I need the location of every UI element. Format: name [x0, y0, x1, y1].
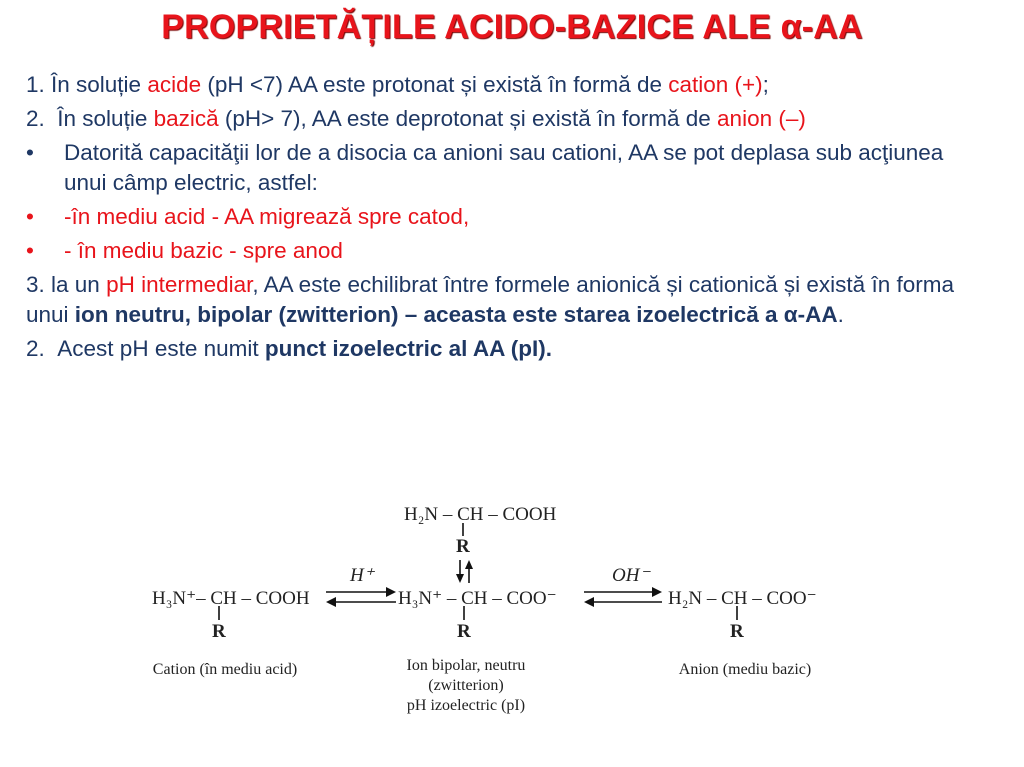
point-3: 3. la un pH intermediar, AA este echilibrat între formele anionică și cationică și există în forma unui ion neutru, bipolar (zwitterion) – aceasta este starea izoelectrică a α-AA.: [26, 272, 954, 327]
point-2: 2. În soluție bazică (pH> 7), AA este deprotonat și există în formă de anion (–): [26, 106, 806, 131]
anion-formula: H₂N – CH – COO⁻: [668, 588, 817, 609]
slide-body: [26, 70, 986, 368]
point-4: 2. Acest pH este numit punct izoelectric al AA (pI).: [26, 336, 552, 361]
cation-formula: H₃N⁺– CH – COOH: [152, 588, 310, 609]
equilibrium-scheme: [0, 490, 1024, 730]
neutral-r-group: R: [456, 536, 470, 557]
oh-minus-label: OH⁻: [612, 565, 650, 586]
anion-caption: Anion (mediu bazic): [678, 661, 812, 678]
bullet-icon: •: [26, 204, 34, 229]
bullet-acid-medium: • -în mediu acid - AA migrează spre catod,: [26, 202, 986, 232]
slide-title: PROPRIETĂȚILE ACIDO-BAZICE ALE α-AA: [161, 8, 863, 46]
h-plus-label: H⁺: [350, 565, 374, 586]
zwitterion-formula: H₃N⁺ – CH – COO⁻: [398, 588, 557, 609]
zwitterion-caption: Ion bipolar, neutru (zwitterion) pH izoelectric (pI): [406, 657, 526, 714]
anion-r-group: R: [730, 621, 744, 642]
bullet-electric-field: • Datorită capacităţii lor de a disocia ca anioni sau cationi, AA se pot deplasa sub acţiunea unui câmp electric, astfel:: [26, 140, 944, 195]
bullet-icon: •: [26, 140, 34, 165]
point-2-number: 2.: [26, 106, 45, 131]
cation-r-group: R: [212, 621, 226, 642]
point-1-number: 1.: [26, 72, 45, 97]
zwitterion-r-group: R: [457, 621, 471, 642]
neutral-formula: H₂N – CH – COOH: [404, 504, 557, 525]
bullet-basic-medium: • - în mediu bazic - spre anod: [26, 236, 986, 266]
cation-caption: Cation (în mediu acid): [152, 661, 298, 678]
point-1: 1. În soluție acide (pH <7) AA este protonat și există în formă de cation (+);: [26, 72, 769, 97]
bullet-icon: •: [26, 238, 34, 263]
